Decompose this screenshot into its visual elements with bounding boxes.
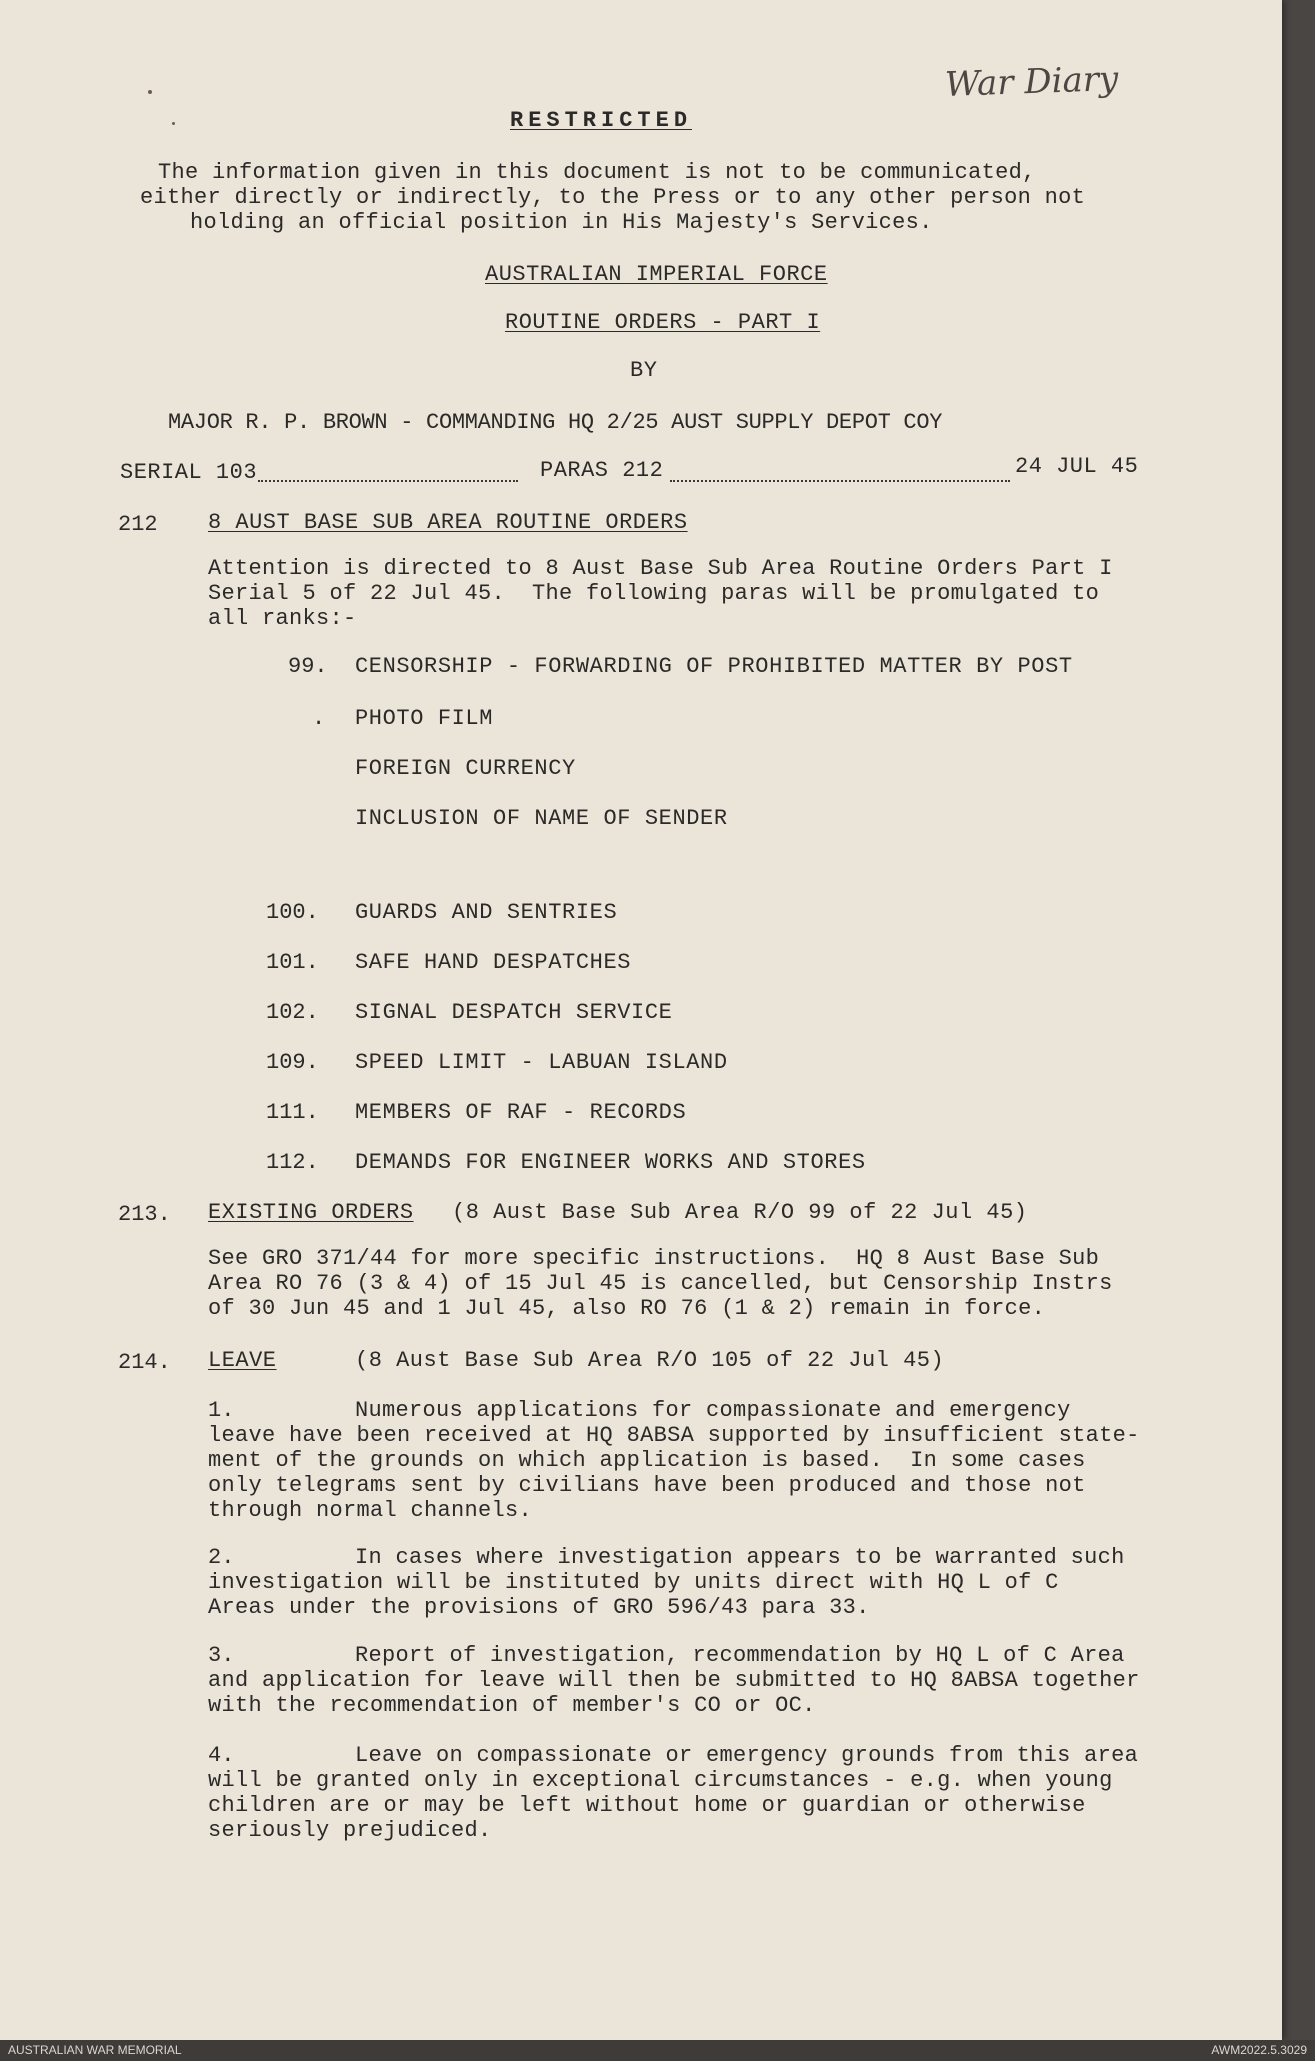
- subpara-line: leave have been received at HQ 8ABSA supported by insufficient state-: [208, 1423, 1140, 1448]
- item-number: 99.: [288, 654, 328, 679]
- subpara-line: through normal channels.: [208, 1498, 533, 1523]
- item-text: DEMANDS FOR ENGINEER WORKS AND STORES: [355, 1150, 866, 1175]
- subpara-line: children are or may be left without home or guardian or otherwise: [208, 1793, 1086, 1818]
- restriction-line-2: either directly or indirectly, to the Press or to any other person not: [140, 185, 1086, 210]
- item-number: 111.: [266, 1100, 319, 1125]
- archive-credit: AUSTRALIAN WAR MEMORIAL: [8, 2043, 182, 2057]
- orders-title: ROUTINE ORDERS - PART I: [505, 310, 821, 335]
- para-213-body-line: of 30 Jun 45 and 1 Jul 45, also RO 76 (1 & 2) remain in force.: [208, 1296, 1046, 1321]
- para-212-body-line: all ranks:-: [208, 606, 357, 631]
- item-number: 112.: [266, 1150, 319, 1175]
- subpara-line: In cases where investigation appears to be warranted such: [355, 1545, 1125, 1570]
- para-title-213: EXISTING ORDERS: [208, 1200, 414, 1225]
- item-text: PHOTO FILM: [355, 706, 494, 731]
- subpara-line: Areas under the provisions of GRO 596/43 para 33.: [208, 1595, 870, 1620]
- punch-mark: [148, 90, 152, 94]
- item-number: 101.: [266, 950, 319, 975]
- item-text: SAFE HAND DESPATCHES: [355, 950, 632, 975]
- para-number-214: 214.: [118, 1350, 171, 1375]
- para-number-212: 212: [118, 512, 158, 537]
- item-number: 109.: [266, 1050, 319, 1075]
- para-ref-214: (8 Aust Base Sub Area R/O 105 of 22 Jul 45): [355, 1348, 945, 1373]
- restriction-line-1: The information given in this document is not to be communicated,: [158, 160, 1036, 185]
- force-title: AUSTRALIAN IMPERIAL FORCE: [485, 262, 828, 287]
- item-text: MEMBERS OF RAF - RECORDS: [355, 1100, 687, 1125]
- para-213-body-line: Area RO 76 (3 & 4) of 15 Jul 45 is cancelled, but Censorship Instrs: [208, 1271, 1113, 1296]
- subpara-number: 3.: [208, 1643, 235, 1668]
- restricted-heading: RESTRICTED: [510, 108, 693, 133]
- subpara-line: with the recommendation of member's CO or OC.: [208, 1693, 816, 1718]
- item-text: SIGNAL DESPATCH SERVICE: [355, 1000, 673, 1025]
- subpara-line: Leave on compassionate or emergency grounds from this area: [355, 1743, 1139, 1768]
- by-label: BY: [630, 358, 658, 383]
- subpara-line: seriously prejudiced.: [208, 1818, 492, 1843]
- archive-footer: [0, 2040, 1315, 2061]
- item-text: CENSORSHIP - FORWARDING OF PROHIBITED MATTER BY POST: [355, 654, 1073, 679]
- issue-date: 24 JUL 45: [1015, 454, 1139, 479]
- para-212-body-line: Serial 5 of 22 Jul 45. The following paras will be promulgated to: [208, 581, 1100, 606]
- para-title-212: 8 AUST BASE SUB AREA ROUTINE ORDERS: [208, 510, 688, 535]
- serial-number: SERIAL 103: [120, 460, 258, 485]
- subpara-number: 1.: [208, 1398, 235, 1423]
- subpara-number: 4.: [208, 1743, 235, 1768]
- subpara-line: Report of investigation, recommendation by HQ L of C Area: [355, 1643, 1125, 1668]
- item-number: 102.: [266, 1000, 319, 1025]
- para-213-body-line: See GRO 371/44 for more specific instructions. HQ 8 Aust Base Sub: [208, 1246, 1100, 1271]
- para-ref-213: (8 Aust Base Sub Area R/O 99 of 22 Jul 45): [452, 1200, 1028, 1225]
- paras-number: PARAS 212: [540, 458, 664, 483]
- item-text: SPEED LIMIT - LABUAN ISLAND: [355, 1050, 728, 1075]
- dotted-leader: [258, 480, 518, 482]
- handwritten-annotation: War Diary: [944, 58, 1119, 106]
- subpara-line: will be granted only in exceptional circumstances - e.g. when young: [208, 1768, 1113, 1793]
- item-text: INCLUSION OF NAME OF SENDER: [355, 806, 728, 831]
- subpara-line: only telegrams sent by civilians have been produced and those not: [208, 1473, 1086, 1498]
- accession-number: AWM2022.5.3029: [1211, 2043, 1307, 2057]
- dotted-leader: [670, 480, 1010, 482]
- item-text: GUARDS AND SENTRIES: [355, 900, 618, 925]
- subpara-line: investigation will be instituted by units direct with HQ L of C: [208, 1570, 1059, 1595]
- commander-line: MAJOR R. P. BROWN - COMMANDING HQ 2/25 AUST SUPPLY DEPOT COY: [168, 410, 943, 435]
- subpara-line: and application for leave will then be submitted to HQ 8ABSA together: [208, 1668, 1140, 1693]
- subpara-line: Numerous applications for compassionate and emergency: [355, 1398, 1071, 1423]
- punch-mark: [172, 122, 175, 125]
- item-number: .: [312, 706, 326, 731]
- para-number-213: 213.: [118, 1202, 171, 1227]
- subpara-number: 2.: [208, 1545, 235, 1570]
- restriction-line-3: holding an official position in His Majesty's Services.: [190, 210, 933, 235]
- para-212-body-line: Attention is directed to 8 Aust Base Sub Area Routine Orders Part I: [208, 556, 1113, 581]
- item-text: FOREIGN CURRENCY: [355, 756, 576, 781]
- subpara-line: ment of the grounds on which application is based. In some cases: [208, 1448, 1086, 1473]
- item-number: 100.: [266, 900, 319, 925]
- para-title-214: LEAVE: [208, 1348, 277, 1373]
